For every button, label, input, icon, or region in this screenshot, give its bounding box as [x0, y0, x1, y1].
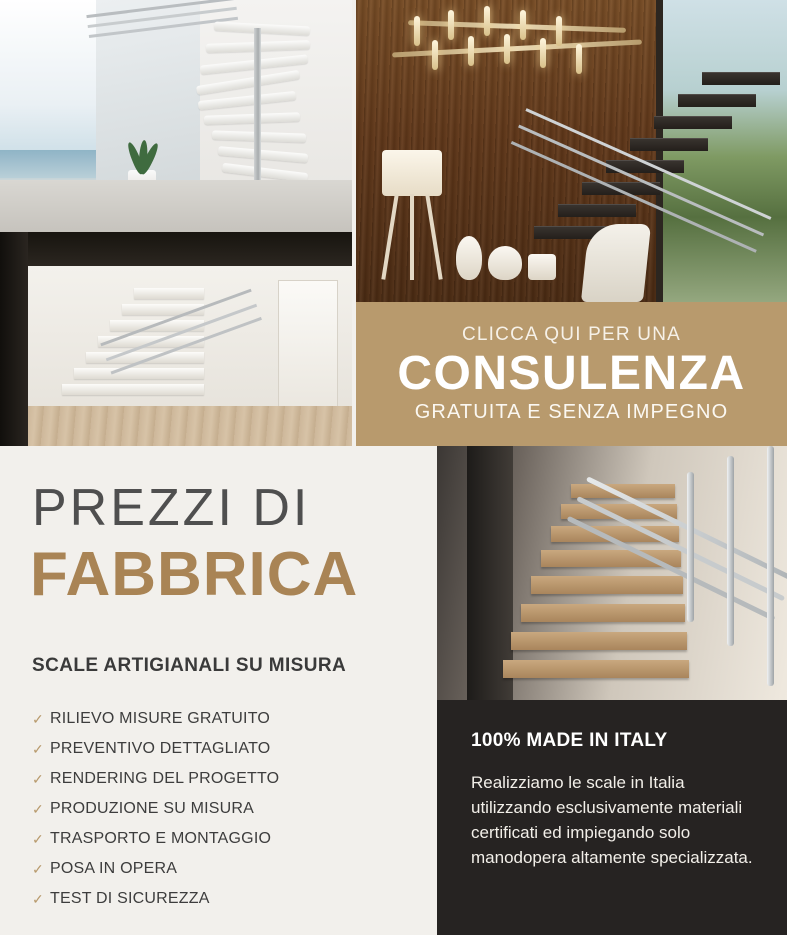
cta-headline: CONSULENZA [397, 347, 746, 401]
railing-post [767, 446, 774, 686]
cta-line-1: CLICCA QUI PER UNA [461, 324, 682, 346]
wood-floor [28, 406, 352, 446]
cta-line-3: GRATUITA E SENZA IMPEGNO [414, 400, 729, 423]
spiral-staircase-photo [0, 0, 352, 232]
list-item [32, 794, 412, 824]
list-item-label: RENDERING DEL PROGETTO [50, 770, 280, 787]
window-frame [656, 0, 663, 302]
list-item-label: PREVENTIVO DETTAGLIATO [50, 740, 271, 757]
decor-box [528, 254, 556, 280]
dark-ceiling [0, 232, 352, 266]
list-item-label: RILIEVO MISURE GRATUITO [50, 710, 271, 727]
pricing-text-panel [0, 446, 434, 935]
headline-line-1: PREZZI DI [32, 479, 311, 537]
top-left-photo-collage [0, 0, 352, 446]
check-icon: ✓ [32, 830, 44, 847]
dark-left-edge [0, 232, 28, 446]
tripod-floor-lamp [376, 150, 448, 280]
made-in-italy-body: Realizziamo le scale in Italia utilizzando esclusivamente materiali certificati ed impiegando solo manodopera altamente specializzata. [471, 773, 753, 868]
decor-vase [456, 236, 482, 280]
check-icon: ✓ [32, 890, 44, 907]
floor [0, 180, 352, 232]
wooden-steps-photo [437, 446, 787, 700]
list-item [32, 734, 412, 764]
list-item-label: PRODUZIONE SU MISURA [50, 800, 255, 817]
consultation-cta-banner[interactable] [356, 302, 787, 446]
list-item-label: TEST DI SICUREZZA [50, 890, 210, 907]
list-item [32, 704, 412, 734]
list-item [32, 764, 412, 794]
made-in-italy-box [437, 700, 787, 935]
list-item [32, 824, 412, 854]
check-icon: ✓ [32, 770, 44, 787]
interior-door [278, 280, 338, 422]
chandelier-bar [392, 39, 642, 57]
check-icon: ✓ [32, 860, 44, 877]
decor-vase [488, 246, 522, 280]
check-icon: ✓ [32, 800, 44, 817]
list-item-label: TRASPORTO E MONTAGGIO [50, 830, 272, 847]
window-sea [0, 150, 96, 178]
subtitle: SCALE ARTIGIANALI SU MISURA [32, 655, 347, 676]
feature-list [32, 704, 412, 914]
chandelier [392, 0, 642, 92]
check-icon: ✓ [32, 710, 44, 727]
straight-staircase-photo [0, 232, 352, 446]
chandelier-bar [408, 20, 626, 33]
garden-window [656, 0, 787, 302]
lamp-shade [382, 150, 442, 196]
list-item [32, 884, 412, 914]
railing-post [687, 472, 694, 622]
list-item [32, 854, 412, 884]
headline-line-2: FABBRICA [30, 540, 359, 609]
made-in-italy-title: 100% MADE IN ITALY [471, 730, 668, 751]
list-item-label: POSA IN OPERA [50, 860, 178, 877]
railing-post [727, 456, 734, 646]
check-icon: ✓ [32, 740, 44, 757]
wood-wall-staircase-photo [356, 0, 787, 302]
